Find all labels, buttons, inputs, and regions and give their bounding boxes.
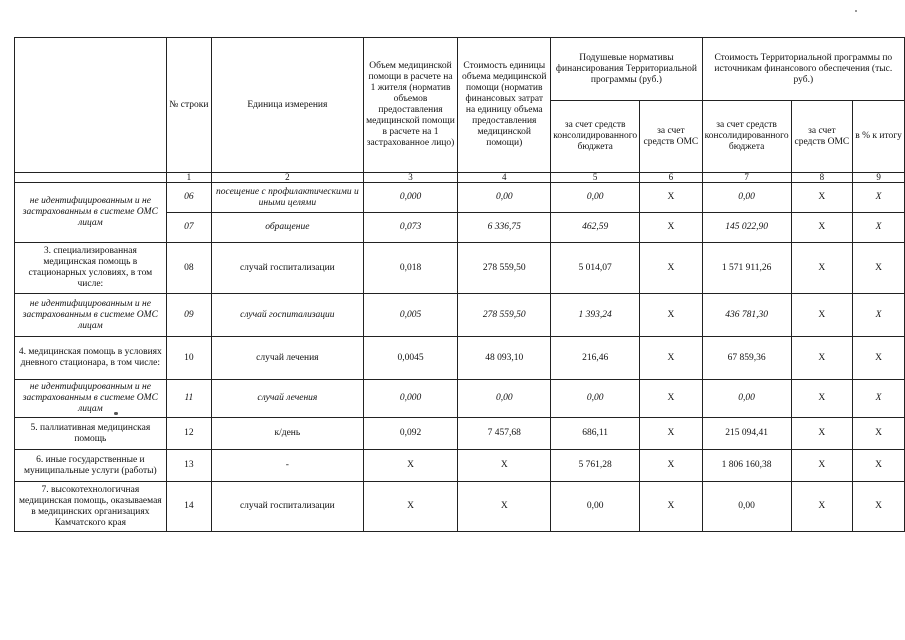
cell-cost-oms: X (791, 243, 853, 294)
cell-percent: X (853, 380, 905, 418)
cell-unit-cost: 278 559,50 (458, 294, 551, 337)
cell-cost-oms: X (791, 337, 853, 380)
row-name: 7. высокотехнологичная медицинская помощь, оказываемая в медицинских организациях Камчатского края (15, 482, 167, 532)
row-unit: случай госпитализации (212, 243, 364, 294)
row-unit: случай госпитализации (212, 482, 364, 532)
cell-per-capita-budget: 686,11 (551, 418, 640, 450)
row-number: 13 (166, 450, 211, 482)
scan-speck (855, 10, 857, 12)
cell-per-capita-oms: X (640, 418, 702, 450)
row-name: не идентифицированным и не застрахованным в системе ОМС лицам (15, 183, 167, 243)
cell-per-capita-budget: 216,46 (551, 337, 640, 380)
table-row (15, 418, 905, 450)
column-numbers-row (15, 173, 905, 183)
cell-cost-oms: X (791, 450, 853, 482)
cell-percent: X (853, 482, 905, 532)
cell-unit-cost: X (458, 482, 551, 532)
cell-volume: 0,005 (363, 294, 458, 337)
cell-cost-oms: X (791, 294, 853, 337)
column-number: 1 (166, 173, 211, 183)
cell-volume: 0,092 (363, 418, 458, 450)
cell-cost-budget: 67 859,36 (702, 337, 791, 380)
cell-cost-oms: X (791, 418, 853, 450)
row-unit: обращение (212, 213, 364, 243)
row-number: 10 (166, 337, 211, 380)
cell-cost-budget: 145 022,90 (702, 213, 791, 243)
row-number: 09 (166, 294, 211, 337)
row-number: 08 (166, 243, 211, 294)
header-unit: Единица измерения (212, 38, 364, 173)
table-row (15, 243, 905, 294)
cell-cost-oms: X (791, 380, 853, 418)
header-row-number: № строки (166, 38, 211, 173)
cell-volume: 0,018 (363, 243, 458, 294)
cell-cost-budget: 0,00 (702, 482, 791, 532)
header-row (15, 38, 905, 101)
table-row (15, 337, 905, 380)
row-unit: случай лечения (212, 337, 364, 380)
column-number: 7 (702, 173, 791, 183)
header-empty-cell (15, 38, 167, 173)
cell-cost-budget: 436 781,30 (702, 294, 791, 337)
cell-per-capita-budget: 5 014,07 (551, 243, 640, 294)
cell-cost-oms: X (791, 482, 853, 532)
header-sub-oms: за счет средств ОМС (791, 101, 853, 173)
cell-percent: X (853, 418, 905, 450)
row-name: 4. медицинская помощь в условиях дневного стационара, в том числе: (15, 337, 167, 380)
cell-per-capita-oms: X (640, 243, 702, 294)
cell-cost-oms: X (791, 213, 853, 243)
column-number: 2 (212, 173, 364, 183)
cell-cost-budget: 0,00 (702, 183, 791, 213)
cell-per-capita-oms: X (640, 213, 702, 243)
cell-unit-cost: 0,00 (458, 183, 551, 213)
cell-cost-budget: 1 571 911,26 (702, 243, 791, 294)
cell-cost-budget: 1 806 160,38 (702, 450, 791, 482)
row-name: не идентифицированным и не застрахованным в системе ОМС лицам (15, 380, 167, 418)
cell-per-capita-budget: 0,00 (551, 380, 640, 418)
cell-unit-cost: 48 093,10 (458, 337, 551, 380)
header-unit-cost: Стоимость единицы объема медицинской помощи (норматив финансовых затрат на единицу объема предоставления медицинской помощи) (458, 38, 551, 173)
cell-volume: 0,073 (363, 213, 458, 243)
column-number: 3 (363, 173, 458, 183)
row-unit: - (212, 450, 364, 482)
cell-volume: 0,000 (363, 380, 458, 418)
cell-unit-cost: 7 457,68 (458, 418, 551, 450)
cell-per-capita-budget: 462,59 (551, 213, 640, 243)
row-unit: посещение с профилактическими и иными целями (212, 183, 364, 213)
row-name: 5. паллиативная медицинская помощь (15, 418, 167, 450)
column-number: 6 (640, 173, 702, 183)
row-unit: случай лечения (212, 380, 364, 418)
row-number: 11 (166, 380, 211, 418)
cell-per-capita-oms: X (640, 450, 702, 482)
header-sub-budget: за счет средств консолидированного бюджета (702, 101, 791, 173)
cell-volume: X (363, 482, 458, 532)
cell-percent: X (853, 450, 905, 482)
cell-per-capita-budget: 5 761,28 (551, 450, 640, 482)
cell-cost-budget: 0,00 (702, 380, 791, 418)
header-sub-budget: за счет средств консолидированного бюджета (551, 101, 640, 173)
column-number: 9 (853, 173, 905, 183)
cell-percent: X (853, 243, 905, 294)
cell-per-capita-oms: X (640, 183, 702, 213)
cell-unit-cost: 6 336,75 (458, 213, 551, 243)
header-per-capita-group: Подушевые нормативы финансирования Территориальной программы (руб.) (551, 38, 702, 101)
cell-per-capita-oms: X (640, 337, 702, 380)
cell-volume: 0,000 (363, 183, 458, 213)
cell-per-capita-oms: X (640, 294, 702, 337)
header-sub-percent: в % к итогу (853, 101, 905, 173)
cell-volume: 0,0045 (363, 337, 458, 380)
cell-percent: X (853, 294, 905, 337)
table-row (15, 294, 905, 337)
cell-per-capita-budget: 0,00 (551, 183, 640, 213)
cell-unit-cost: 278 559,50 (458, 243, 551, 294)
row-name: не идентифицированным и не застрахованным в системе ОМС лицам (15, 294, 167, 337)
cell-cost-budget: 215 094,41 (702, 418, 791, 450)
row-number: 07 (166, 213, 211, 243)
column-number: 4 (458, 173, 551, 183)
header-program-cost-group: Стоимость Территориальной программы по источникам финансового обеспечения (тыс. руб.) (702, 38, 904, 101)
cell-per-capita-oms: X (640, 482, 702, 532)
cell-percent: X (853, 213, 905, 243)
cell-percent: X (853, 337, 905, 380)
row-name: 3. специализированная медицинская помощь в стационарных условиях, в том числе: (15, 243, 167, 294)
column-number-empty (15, 173, 167, 183)
cell-unit-cost: 0,00 (458, 380, 551, 418)
table-row (15, 482, 905, 532)
table-row (15, 380, 905, 418)
row-unit: к/день (212, 418, 364, 450)
row-number: 06 (166, 183, 211, 213)
financing-table (14, 37, 905, 532)
cell-cost-oms: X (791, 183, 853, 213)
table-row (15, 450, 905, 482)
row-unit: случай госпитализации (212, 294, 364, 337)
cell-volume: X (363, 450, 458, 482)
table-row (15, 183, 905, 213)
row-number: 12 (166, 418, 211, 450)
cell-per-capita-oms: X (640, 380, 702, 418)
cell-per-capita-budget: 0,00 (551, 482, 640, 532)
header-sub-oms: за счет средств ОМС (640, 101, 702, 173)
column-number: 8 (791, 173, 853, 183)
cell-per-capita-budget: 1 393,24 (551, 294, 640, 337)
row-number: 14 (166, 482, 211, 532)
cell-unit-cost: X (458, 450, 551, 482)
header-volume: Объем медицинской помощи в расчете на 1 жителя (норматив объемов предоставления медицинской помощи в расчете на 1 застрахованное лицо) (363, 38, 458, 173)
cell-percent: X (853, 183, 905, 213)
row-name: 6. иные государственные и муниципальные услуги (работы) (15, 450, 167, 482)
column-number: 5 (551, 173, 640, 183)
